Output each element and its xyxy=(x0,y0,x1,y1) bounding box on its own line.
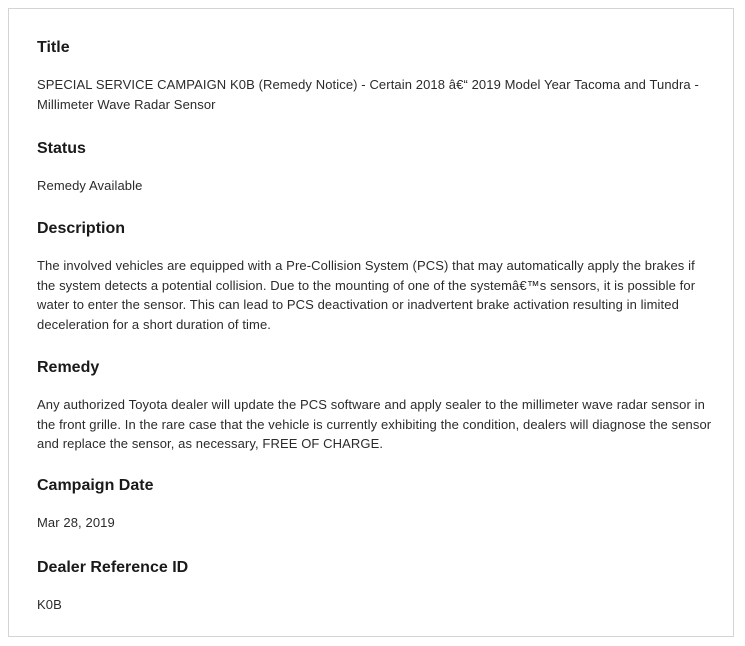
title-text: SPECIAL SERVICE CAMPAIGN K0B (Remedy Notice) - Certain 2018 â€“ 2019 Model Year Tacoma and Tundra - Millimeter Wave Radar Sensor xyxy=(37,77,699,112)
status-heading: Status xyxy=(37,140,86,157)
campaign-date-heading: Campaign Date xyxy=(37,477,154,494)
dealer-reference-heading: Dealer Reference ID xyxy=(37,559,189,576)
title-heading: Title xyxy=(37,39,70,56)
description-text: The involved vehicles are equipped with a Pre-Collision System (PCS) that may automatically apply the brakes if the system detects a potential collision. Due to the mounting of one of the systemâ€™s sensors, it is possible for water to enter the sensor. This can lead to PCS deactivation or inadvertent brake activation resulting in limited deceleration for a short duration of time. xyxy=(37,258,696,332)
status-text: Remedy Available xyxy=(37,178,143,193)
status-section xyxy=(37,139,713,196)
remedy-section xyxy=(37,358,713,454)
dealer-reference-text: K0B xyxy=(37,597,62,612)
description-heading: Description xyxy=(37,220,126,237)
remedy-heading: Remedy xyxy=(37,359,100,376)
dealer-reference-section xyxy=(37,558,713,615)
title-section xyxy=(37,38,713,114)
recall-details-card xyxy=(8,8,734,637)
description-section xyxy=(37,219,713,334)
remedy-text: Any authorized Toyota dealer will update the PCS software and apply sealer to the millimeter wave radar sensor in the front grille. In the rare case that the vehicle is currently exhibiting the condition, dealers will diagnose the sensor and replace the sensor, as necessary, FREE OF CHARGE. xyxy=(37,397,712,451)
campaign-date-text: Mar 28, 2019 xyxy=(37,515,115,530)
campaign-date-section xyxy=(37,476,713,533)
